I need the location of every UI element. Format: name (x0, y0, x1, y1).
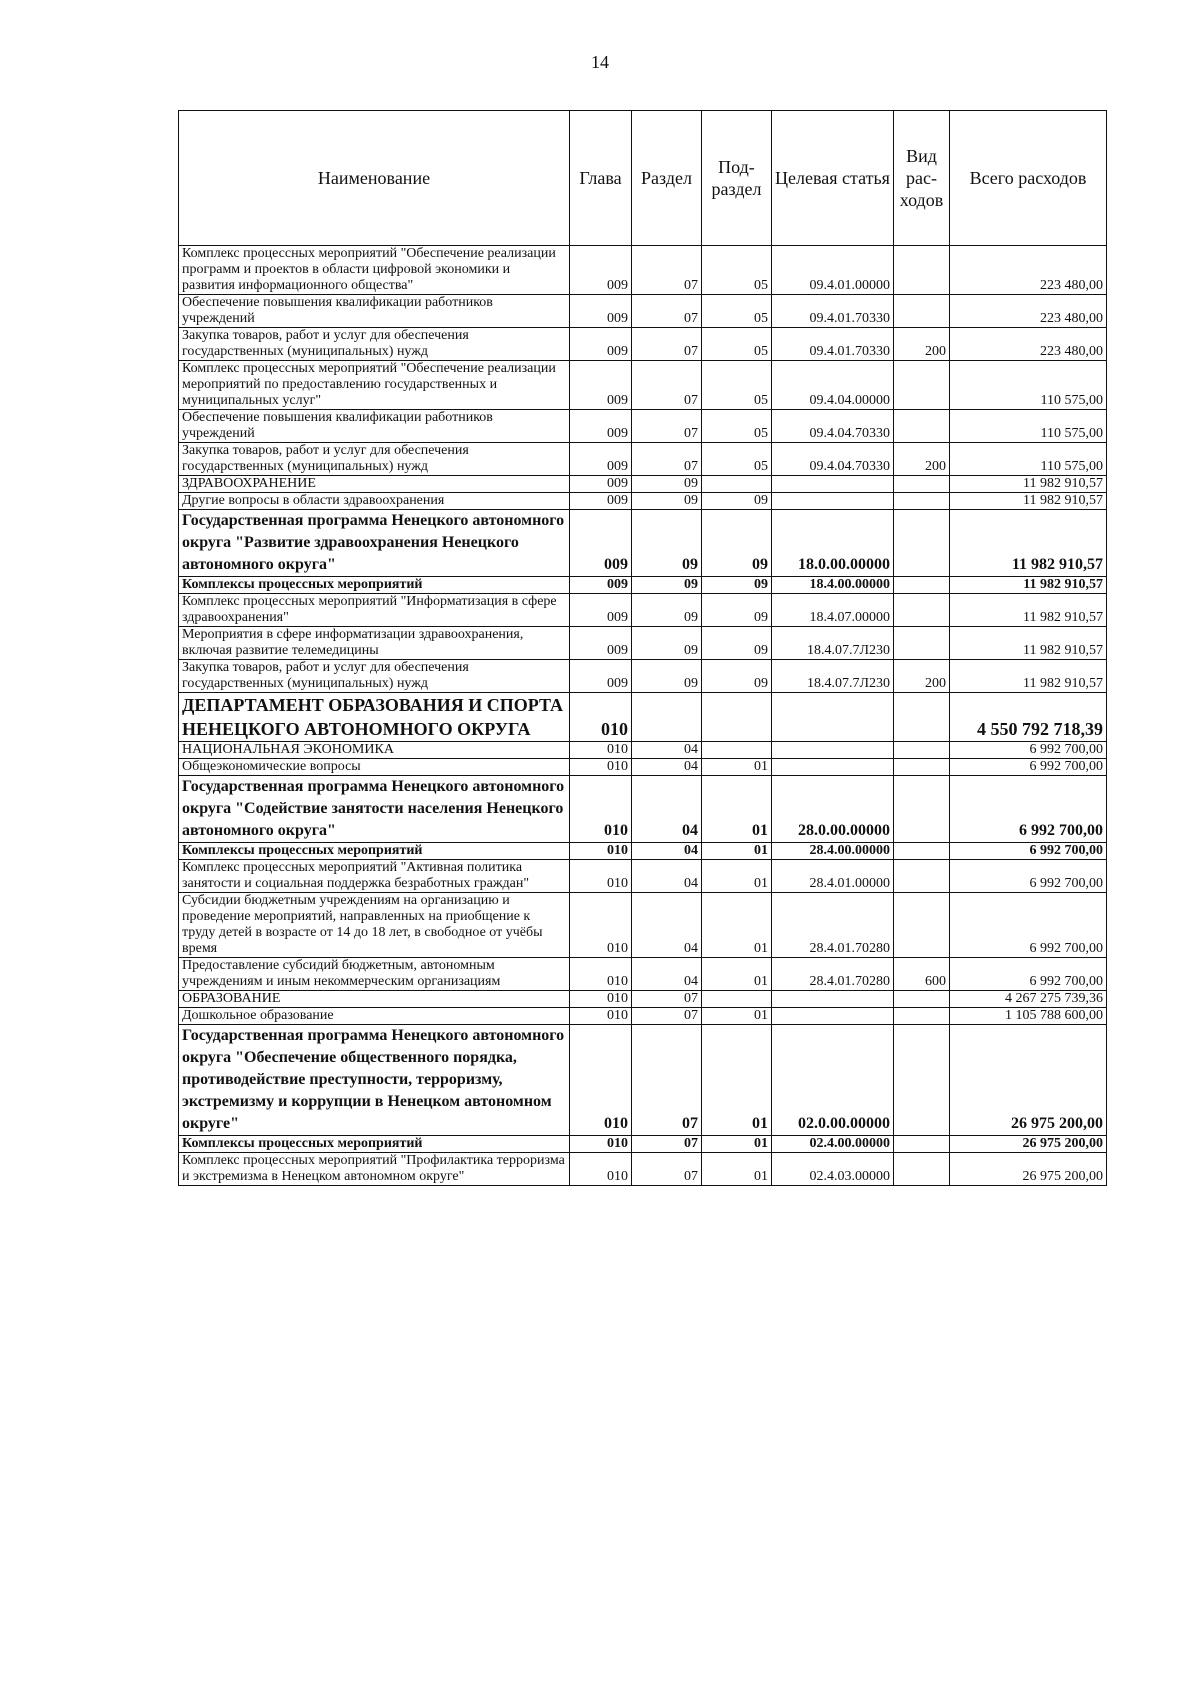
cell-vid: 200 (894, 443, 950, 476)
cell-statya: 18.4.07.7Л230 (772, 660, 894, 693)
cell-total: 223 480,00 (950, 246, 1107, 295)
table-row (179, 627, 1107, 660)
cell-podrazdel (702, 742, 772, 759)
cell-vid (894, 776, 950, 843)
header-podrazdel: Под-раздел (702, 111, 772, 246)
cell-glava: 010 (570, 1153, 632, 1186)
cell-vid: 200 (894, 660, 950, 693)
cell-glava: 010 (570, 860, 632, 893)
cell-vid (894, 991, 950, 1008)
cell-statya (772, 493, 894, 510)
cell-glava: 010 (570, 1136, 632, 1153)
cell-total: 26 975 200,00 (950, 1136, 1107, 1153)
cell-razdel: 07 (632, 1136, 702, 1153)
cell-glava: 009 (570, 510, 632, 577)
cell-total: 6 992 700,00 (950, 759, 1107, 776)
cell-razdel: 09 (632, 493, 702, 510)
cell-vid (894, 1025, 950, 1136)
table-row (179, 510, 1107, 577)
cell-name: Закупка товаров, работ и услуг для обеспечения государственных (муниципальных) нужд (179, 660, 570, 693)
cell-name: Предоставление субсидий бюджетным, автономным учреждениям и иным некоммерческим организациям (179, 958, 570, 991)
cell-statya (772, 693, 894, 742)
cell-razdel: 09 (632, 594, 702, 627)
cell-statya: 09.4.01.00000 (772, 246, 894, 295)
cell-podrazdel: 05 (702, 443, 772, 476)
cell-statya: 28.0.00.00000 (772, 776, 894, 843)
cell-total: 11 982 910,57 (950, 594, 1107, 627)
cell-vid (894, 1153, 950, 1186)
cell-vid (894, 893, 950, 958)
cell-glava: 009 (570, 410, 632, 443)
header-name: Наименование (179, 111, 570, 246)
cell-vid (894, 361, 950, 410)
cell-vid (894, 577, 950, 594)
cell-statya: 09.4.04.70330 (772, 443, 894, 476)
cell-total: 11 982 910,57 (950, 627, 1107, 660)
cell-glava: 009 (570, 577, 632, 594)
cell-name: Комплекс процессных мероприятий "Обеспечение реализации мероприятий по предоставлению государственных и муниципальных услуг" (179, 361, 570, 410)
cell-podrazdel: 01 (702, 1136, 772, 1153)
cell-total: 6 992 700,00 (950, 893, 1107, 958)
cell-razdel: 07 (632, 1025, 702, 1136)
cell-razdel: 07 (632, 246, 702, 295)
cell-total: 223 480,00 (950, 328, 1107, 361)
cell-total: 110 575,00 (950, 410, 1107, 443)
cell-razdel: 04 (632, 742, 702, 759)
cell-podrazdel: 01 (702, 843, 772, 860)
cell-vid: 200 (894, 328, 950, 361)
cell-total: 6 992 700,00 (950, 776, 1107, 843)
cell-glava: 010 (570, 1025, 632, 1136)
cell-name: Обеспечение повышения квалификации работников учреждений (179, 295, 570, 328)
cell-name: ОБРАЗОВАНИЕ (179, 991, 570, 1008)
cell-glava: 009 (570, 627, 632, 660)
table-row (179, 577, 1107, 594)
cell-razdel: 04 (632, 860, 702, 893)
cell-name: Комплекс процессных мероприятий "Обеспечение реализации программ и проектов в области цифровой экономики и развития информационного общества" (179, 246, 570, 295)
cell-vid (894, 1136, 950, 1153)
cell-name: Мероприятия в сфере информатизации здравоохранения, включая развитие телемедицины (179, 627, 570, 660)
cell-podrazdel (702, 991, 772, 1008)
cell-statya (772, 476, 894, 493)
cell-glava: 010 (570, 759, 632, 776)
cell-name: Другие вопросы в области здравоохранения (179, 493, 570, 510)
cell-statya: 09.4.04.00000 (772, 361, 894, 410)
cell-total: 6 992 700,00 (950, 860, 1107, 893)
cell-vid (894, 693, 950, 742)
cell-podrazdel: 01 (702, 776, 772, 843)
cell-name: Общеэкономические вопросы (179, 759, 570, 776)
cell-podrazdel: 05 (702, 328, 772, 361)
cell-vid (894, 246, 950, 295)
cell-razdel: 07 (632, 443, 702, 476)
cell-glava: 010 (570, 776, 632, 843)
cell-podrazdel: 01 (702, 1008, 772, 1025)
cell-name: Комплексы процессных мероприятий (179, 1136, 570, 1153)
cell-podrazdel: 01 (702, 759, 772, 776)
cell-razdel: 04 (632, 958, 702, 991)
cell-razdel: 04 (632, 843, 702, 860)
cell-vid (894, 843, 950, 860)
cell-name: Закупка товаров, работ и услуг для обеспечения государственных (муниципальных) нужд (179, 443, 570, 476)
cell-statya: 02.4.03.00000 (772, 1153, 894, 1186)
cell-total: 11 982 910,57 (950, 476, 1107, 493)
cell-glava: 009 (570, 246, 632, 295)
cell-name: Государственная программа Ненецкого автономного округа "Обеспечение общественного порядка, противодействие преступности, терроризму, экстремизму и коррупции в Ненецком автономном округе" (179, 1025, 570, 1136)
cell-glava: 009 (570, 328, 632, 361)
table-row (179, 1008, 1107, 1025)
cell-glava: 010 (570, 693, 632, 742)
cell-glava: 009 (570, 443, 632, 476)
cell-podrazdel: 01 (702, 860, 772, 893)
table-row (179, 660, 1107, 693)
cell-podrazdel (702, 693, 772, 742)
cell-total: 4 550 792 718,39 (950, 693, 1107, 742)
cell-razdel: 09 (632, 510, 702, 577)
table-row (179, 410, 1107, 443)
table-row (179, 476, 1107, 493)
header-statya: Целевая статья (772, 111, 894, 246)
cell-total: 26 975 200,00 (950, 1153, 1107, 1186)
cell-razdel: 07 (632, 1153, 702, 1186)
cell-statya (772, 759, 894, 776)
cell-razdel (632, 693, 702, 742)
cell-total: 6 992 700,00 (950, 958, 1107, 991)
table-row (179, 843, 1107, 860)
cell-name: Комплекс процессных мероприятий "Информатизация в сфере здравоохранения" (179, 594, 570, 627)
header-razdel: Раздел (632, 111, 702, 246)
cell-podrazdel: 09 (702, 660, 772, 693)
cell-vid (894, 476, 950, 493)
cell-name: Комплексы процессных мероприятий (179, 577, 570, 594)
cell-statya: 28.4.00.00000 (772, 843, 894, 860)
cell-glava: 009 (570, 295, 632, 328)
cell-name: Субсидии бюджетным учреждениям на организацию и проведение мероприятий, направленных на приобщение к труду детей в возрасте от 14 до 18 лет, в свободное от учёбы время (179, 893, 570, 958)
cell-glava: 009 (570, 476, 632, 493)
cell-razdel: 07 (632, 1008, 702, 1025)
cell-podrazdel: 09 (702, 594, 772, 627)
cell-glava: 010 (570, 958, 632, 991)
cell-statya: 18.4.07.00000 (772, 594, 894, 627)
cell-vid (894, 742, 950, 759)
cell-total: 11 982 910,57 (950, 660, 1107, 693)
cell-vid (894, 295, 950, 328)
cell-podrazdel: 05 (702, 410, 772, 443)
cell-statya: 28.4.01.70280 (772, 958, 894, 991)
table-row (179, 991, 1107, 1008)
cell-razdel: 07 (632, 991, 702, 1008)
cell-total: 11 982 910,57 (950, 510, 1107, 577)
table-row (179, 776, 1107, 843)
table-row (179, 1153, 1107, 1186)
cell-total: 11 982 910,57 (950, 493, 1107, 510)
cell-vid (894, 493, 950, 510)
cell-name: ДЕПАРТАМЕНТ ОБРАЗОВАНИЯ И СПОРТА НЕНЕЦКОГО АВТОНОМНОГО ОКРУГА (179, 693, 570, 742)
cell-glava: 010 (570, 1008, 632, 1025)
table-row (179, 893, 1107, 958)
cell-name: Закупка товаров, работ и услуг для обеспечения государственных (муниципальных) нужд (179, 328, 570, 361)
table-row (179, 759, 1107, 776)
cell-total: 110 575,00 (950, 361, 1107, 410)
cell-total: 6 992 700,00 (950, 742, 1107, 759)
table-row (179, 1025, 1107, 1136)
cell-razdel: 04 (632, 759, 702, 776)
cell-name: ЗДРАВООХРАНЕНИЕ (179, 476, 570, 493)
cell-podrazdel: 09 (702, 510, 772, 577)
cell-statya: 28.4.01.70280 (772, 893, 894, 958)
cell-glava: 010 (570, 893, 632, 958)
cell-razdel: 07 (632, 410, 702, 443)
cell-statya: 18.0.00.00000 (772, 510, 894, 577)
cell-statya: 02.4.00.00000 (772, 1136, 894, 1153)
cell-razdel: 09 (632, 577, 702, 594)
cell-statya (772, 1008, 894, 1025)
cell-razdel: 07 (632, 295, 702, 328)
table-row (179, 742, 1107, 759)
cell-glava: 009 (570, 361, 632, 410)
cell-statya: 02.0.00.00000 (772, 1025, 894, 1136)
table-row (179, 443, 1107, 476)
cell-vid (894, 410, 950, 443)
cell-podrazdel: 01 (702, 958, 772, 991)
cell-glava: 010 (570, 843, 632, 860)
cell-vid (894, 759, 950, 776)
cell-vid (894, 1008, 950, 1025)
table-header-row (179, 111, 1107, 246)
cell-statya (772, 991, 894, 1008)
table-row (179, 493, 1107, 510)
cell-vid: 600 (894, 958, 950, 991)
cell-vid (894, 627, 950, 660)
cell-total: 4 267 275 739,36 (950, 991, 1107, 1008)
cell-name: Дошкольное образование (179, 1008, 570, 1025)
cell-vid (894, 594, 950, 627)
cell-glava: 009 (570, 493, 632, 510)
cell-glava: 010 (570, 742, 632, 759)
cell-vid (894, 860, 950, 893)
cell-podrazdel: 09 (702, 493, 772, 510)
cell-name: Обеспечение повышения квалификации работников учреждений (179, 410, 570, 443)
table-row (179, 295, 1107, 328)
cell-glava: 009 (570, 594, 632, 627)
cell-name: Комплекс процессных мероприятий "Профилактика терроризма и экстремизма в Ненецком автономном округе" (179, 1153, 570, 1186)
table-row (179, 361, 1107, 410)
cell-total: 6 992 700,00 (950, 843, 1107, 860)
cell-podrazdel: 05 (702, 246, 772, 295)
cell-statya: 09.4.01.70330 (772, 295, 894, 328)
cell-glava: 010 (570, 991, 632, 1008)
cell-statya (772, 742, 894, 759)
cell-podrazdel: 01 (702, 893, 772, 958)
cell-razdel: 04 (632, 776, 702, 843)
cell-glava: 009 (570, 660, 632, 693)
header-glava: Глава (570, 111, 632, 246)
header-vid: Вид рас-ходов (894, 111, 950, 246)
cell-total: 1 105 788 600,00 (950, 1008, 1107, 1025)
table-row (179, 860, 1107, 893)
cell-name: Государственная программа Ненецкого автономного округа "Развитие здравоохранения Ненецкого автономного округа" (179, 510, 570, 577)
cell-statya: 18.4.07.7Л230 (772, 627, 894, 660)
cell-podrazdel: 09 (702, 627, 772, 660)
budget-table (178, 110, 1107, 1186)
cell-razdel: 07 (632, 361, 702, 410)
cell-podrazdel: 05 (702, 295, 772, 328)
table-row (179, 594, 1107, 627)
table-row (179, 1136, 1107, 1153)
table-row (179, 693, 1107, 742)
table-row (179, 958, 1107, 991)
cell-razdel: 09 (632, 660, 702, 693)
cell-razdel: 07 (632, 328, 702, 361)
cell-podrazdel (702, 476, 772, 493)
cell-razdel: 09 (632, 476, 702, 493)
cell-podrazdel: 01 (702, 1153, 772, 1186)
cell-total: 110 575,00 (950, 443, 1107, 476)
cell-razdel: 09 (632, 627, 702, 660)
table-row (179, 328, 1107, 361)
table-row (179, 246, 1107, 295)
cell-statya: 09.4.01.70330 (772, 328, 894, 361)
cell-name: НАЦИОНАЛЬНАЯ ЭКОНОМИКА (179, 742, 570, 759)
cell-podrazdel: 01 (702, 1025, 772, 1136)
cell-statya: 09.4.04.70330 (772, 410, 894, 443)
cell-statya: 18.4.00.00000 (772, 577, 894, 594)
cell-total: 11 982 910,57 (950, 577, 1107, 594)
page-number: 14 (591, 52, 609, 72)
cell-podrazdel: 05 (702, 361, 772, 410)
cell-vid (894, 510, 950, 577)
cell-name: Комплекс процессных мероприятий "Активная политика занятости и социальная поддержка безработных граждан" (179, 860, 570, 893)
cell-total: 26 975 200,00 (950, 1025, 1107, 1136)
cell-name: Комплексы процессных мероприятий (179, 843, 570, 860)
cell-podrazdel: 09 (702, 577, 772, 594)
cell-statya: 28.4.01.00000 (772, 860, 894, 893)
header-total: Всего расходов (950, 111, 1107, 246)
cell-name: Государственная программа Ненецкого автономного округа "Содействие занятости населения Ненецкого автономного округа" (179, 776, 570, 843)
cell-razdel: 04 (632, 893, 702, 958)
table-body (179, 246, 1107, 1186)
cell-total: 223 480,00 (950, 295, 1107, 328)
